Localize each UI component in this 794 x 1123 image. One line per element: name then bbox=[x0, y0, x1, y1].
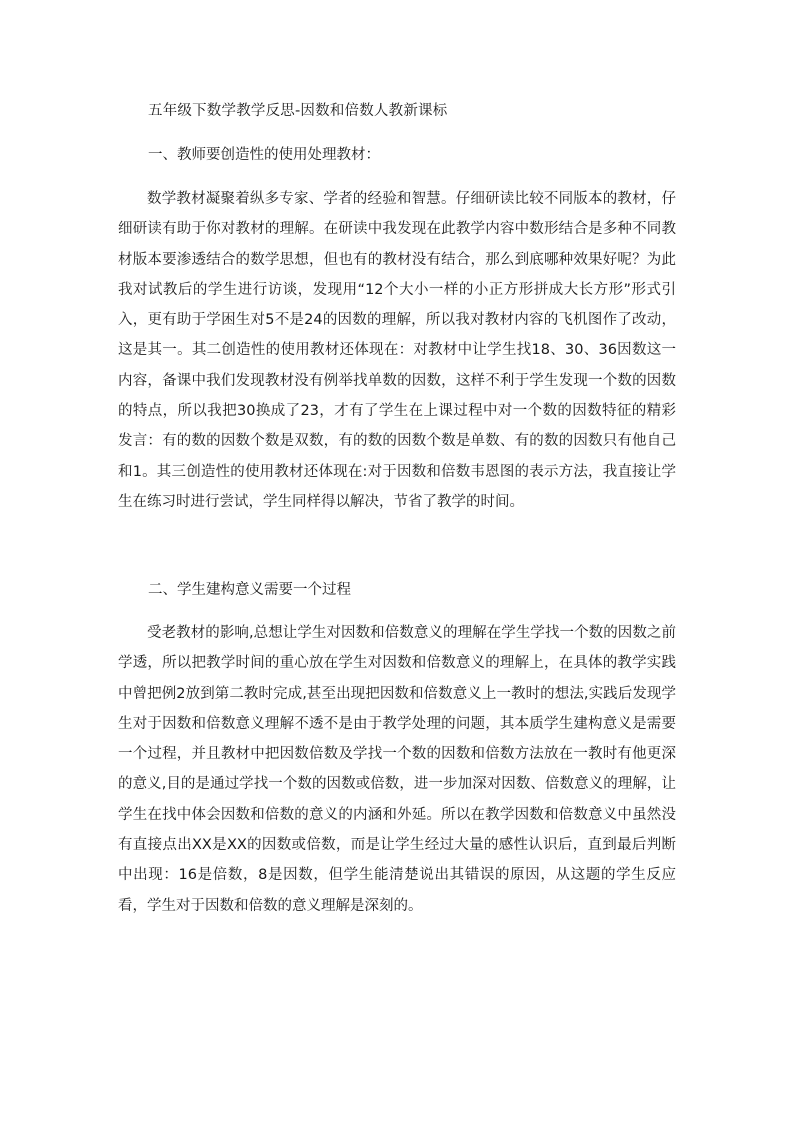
section-1-heading-wrap bbox=[148, 140, 676, 170]
section-2-heading-wrap bbox=[148, 575, 676, 605]
section-2-heading: 二、学生建构意义需要一个过程 bbox=[148, 582, 351, 598]
section-2-body bbox=[118, 618, 676, 933]
section-1-heading: 一、教师要创造性的使用处理教材： bbox=[148, 147, 380, 163]
document-title: 五年级下数学教学反思-因数和倍数人教新课标 bbox=[148, 103, 448, 119]
section-1-body bbox=[118, 184, 676, 529]
section-1-paragraph: 数学教材凝聚着纵多专家、学者的经验和智慧。仔细研读比较不同版本的教材，仔细研读有助于你对教材的理解。在研读中我发现在此教学内容中数形结合是多种不同教材版本要渗透结合的数学思想，但也有的教材没有结合，那么到底哪种效果好呢？为此我对试教后的学生进行访谈，发现用“12个大小一样的小正方形拼成大长方形”形式引入，更有助于学困生对5不是24的因数的理解，所以我对教材内容的飞机图作了改动，这是其一。其二创造性的使用教材还体现在：对教材中让学生找18、30、36因数这一内容，备课中我们发现教材没有例举找单数的因数，这样不利于学生发现一个数的因数的特点，所以我把30换成了23，才有了学生在上课过程中对一个数的因数特征的精彩发言：有的数的因数个数是双数，有的数的因数个数是单数、有的数的因数只有他自己和1。其三创造性的使用教材还体现在:对于因数和倍数韦恩图的表示方法，我直接让学生在练习时进行尝试，学生同样得以解决，节省了教学的时间。 bbox=[118, 191, 676, 510]
document-header bbox=[148, 96, 676, 126]
section-2-paragraph: 受老教材的影响,总想让学生对因数和倍数意义的理解在学生学找一个数的因数之前学透，所以把教学时间的重心放在学生对因数和倍数意义的理解上，在具体的教学实践中曾把例2放到第二教时完成,甚至出现把因数和倍数意义上一教时的想法,实践后发现学生对于因数和倍数意义理解不透不是由于教学处理的问题，其本质学生建构意义是需要一个过程，并且教材中把因数倍数及学找一个数的因数和倍数方法放在一教时有他更深的意义,目的是通过学找一个数的因数或倍数，进一步加深对因数、倍数意义的理解，让学生在找中体会因数和倍数的意义的内涵和外延。所以在教学因数和倍数意义中虽然没有直接点出XX是XX的因数或倍数，而是让学生经过大量的感性认识后，直到最后判断中出现：16是倍数，8是因数，但学生能清楚说出其错误的原因，从这题的学生反应看，学生对于因数和倍数的意义理解是深刻的。 bbox=[118, 625, 676, 914]
